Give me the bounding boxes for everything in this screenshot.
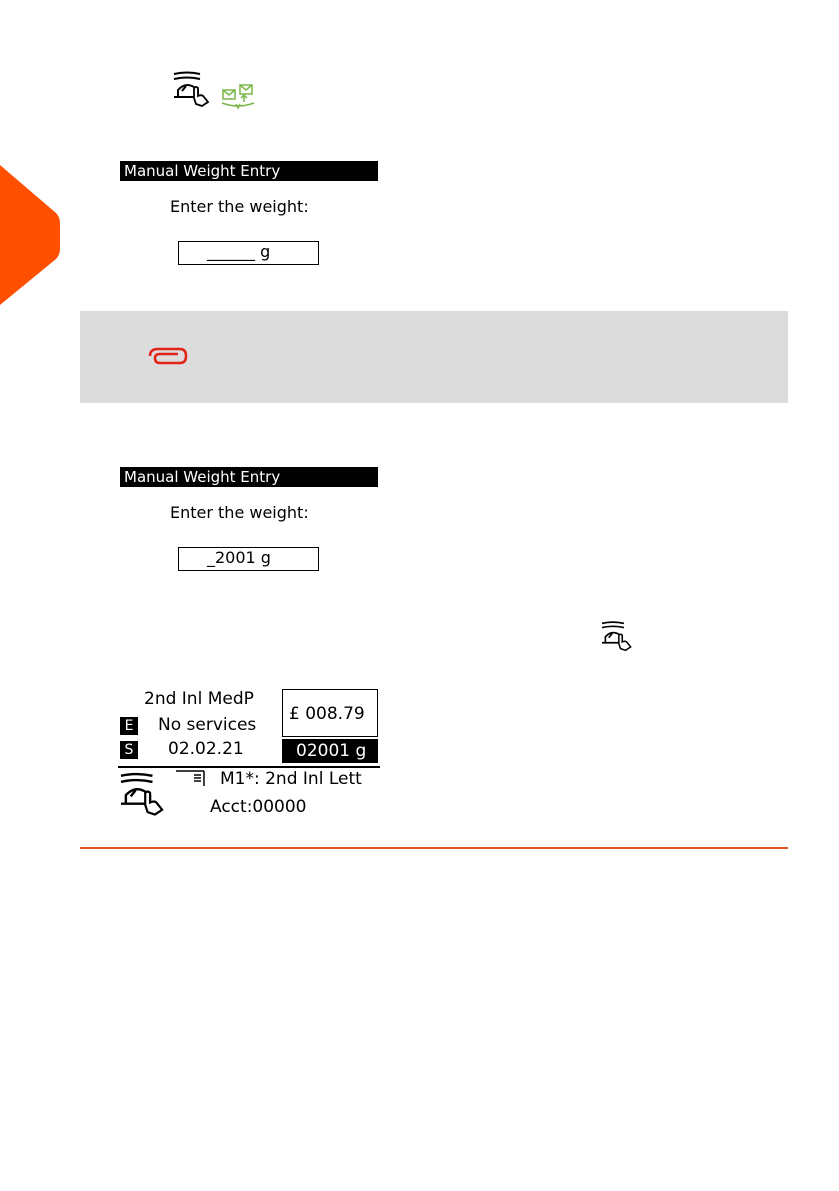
job-memory: M1*: 2nd Inl Lett (220, 769, 362, 789)
screen-prompt: Enter the weight: (170, 197, 309, 216)
account-text: Acct:00000 (210, 797, 307, 817)
scale-touch-icon (172, 70, 214, 108)
memory-list-icon (174, 769, 214, 787)
section-rule (80, 847, 788, 849)
note-paperclip-icon (146, 346, 188, 366)
date-text: 02.02.21 (168, 739, 244, 759)
weight-input[interactable]: ______ g (178, 241, 319, 265)
screen-title: Manual Weight Entry (120, 467, 378, 487)
manual-weight-screen-filled (120, 467, 380, 587)
home-screen (118, 689, 380, 821)
scale-touch-icon (118, 771, 170, 817)
weight-input[interactable]: _2001 g (178, 547, 319, 571)
price-box: £ 008.79 (282, 689, 378, 737)
badge-s: S (120, 741, 138, 759)
screen-title: Manual Weight Entry (120, 161, 378, 181)
service-name: 2nd Inl MedP (144, 689, 254, 709)
note-box (80, 311, 788, 403)
chapter-tab (0, 165, 60, 305)
manual-weight-screen-empty (120, 161, 380, 281)
screen-prompt: Enter the weight: (170, 503, 309, 522)
badge-e: E (120, 717, 138, 735)
scale-touch-icon (600, 620, 636, 652)
services-text: No services (158, 715, 257, 735)
divider (118, 766, 380, 768)
weight-value: 02001 g (282, 739, 378, 763)
mail-scale-icon (220, 84, 256, 110)
